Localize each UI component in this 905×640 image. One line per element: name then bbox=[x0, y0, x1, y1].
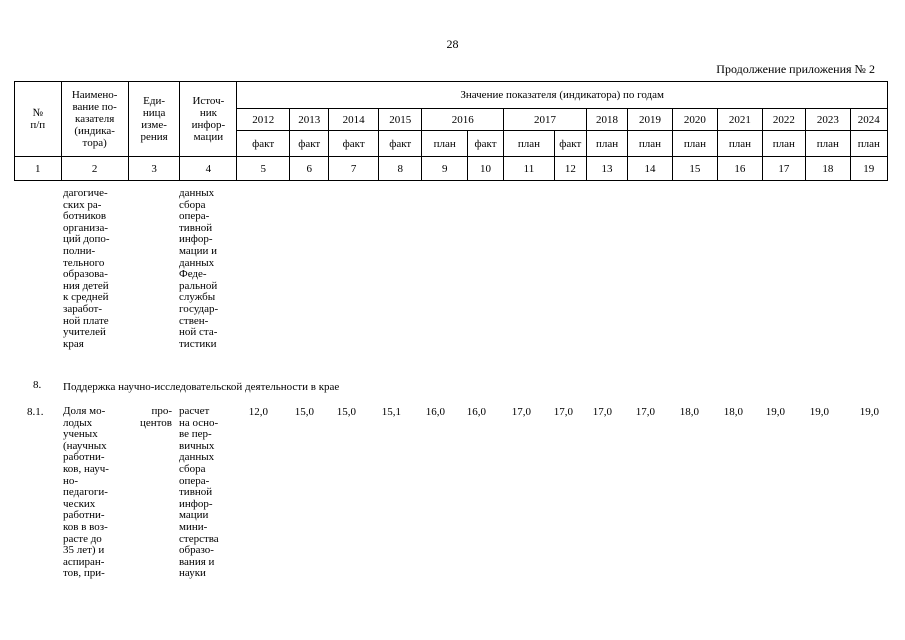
row-number: 8.1. bbox=[27, 406, 44, 418]
column-number: 10 bbox=[467, 157, 503, 181]
header-unit: Еди- ница изме- рения bbox=[128, 82, 180, 157]
value-2016-fact: 16,0 bbox=[466, 406, 486, 418]
header-table bbox=[14, 81, 888, 181]
continued-indicator-source: данных сбора опера- тивной инфор- мации и данных Феде- ральной службы государ- ствен- ной ста- тистики bbox=[179, 187, 219, 350]
year-cell: 2024 bbox=[850, 109, 887, 131]
year-cell: 2019 bbox=[628, 109, 672, 131]
column-number: 1 bbox=[15, 157, 62, 181]
type-cell: факт bbox=[554, 131, 586, 157]
year-cell: 2012 bbox=[237, 109, 290, 131]
type-cell: факт bbox=[467, 131, 503, 157]
type-cell: факт bbox=[290, 131, 329, 157]
type-cell: план bbox=[850, 131, 887, 157]
value-2022: 19,0 bbox=[765, 406, 785, 418]
type-cell: план bbox=[504, 131, 555, 157]
column-number: 5 bbox=[237, 157, 290, 181]
column-number: 6 bbox=[290, 157, 329, 181]
value-2020: 18,0 bbox=[679, 406, 699, 418]
value-2017-plan: 17,0 bbox=[511, 406, 531, 418]
column-number: 7 bbox=[329, 157, 379, 181]
type-cell: факт bbox=[379, 131, 422, 157]
indicator-name: Доля мо- лодых ученых (научных работни- ков, науч- но- педагоги- ческих работни- ков в воз- расте до 35 лет) и аспиран- тов, при- bbox=[63, 405, 109, 580]
type-cell: факт bbox=[237, 131, 290, 157]
value-2018: 17,0 bbox=[592, 406, 612, 418]
type-cell: факт bbox=[329, 131, 379, 157]
year-cell: 2017 bbox=[504, 109, 587, 131]
column-number: 17 bbox=[762, 157, 805, 181]
value-2021: 18,0 bbox=[723, 406, 743, 418]
year-cell: 2020 bbox=[672, 109, 718, 131]
value-2014: 15,0 bbox=[336, 406, 356, 418]
column-number: 16 bbox=[718, 157, 762, 181]
column-number: 12 bbox=[554, 157, 586, 181]
year-cell: 2018 bbox=[586, 109, 627, 131]
year-cell: 2021 bbox=[718, 109, 762, 131]
continued-indicator-name: дагогиче- ских ра- ботников организа- ций допо- полни- тельного образова- ния детей к средней заработ- ной плате учителей края bbox=[63, 187, 110, 350]
header-source: Источ- ник инфор- мации bbox=[180, 82, 237, 157]
column-number: 3 bbox=[128, 157, 180, 181]
header-values-title: Значение показателя (индикатора) по годам bbox=[237, 82, 888, 109]
type-cell: план bbox=[806, 131, 850, 157]
indicator-unit: про- центов bbox=[139, 405, 172, 429]
type-cell: план bbox=[422, 131, 468, 157]
year-cell: 2023 bbox=[806, 109, 850, 131]
section-title: Поддержка научно-исследовательской деятельности в крае bbox=[63, 381, 340, 393]
section-number: 8. bbox=[33, 379, 42, 391]
page-number: 28 bbox=[446, 37, 459, 51]
column-number: 13 bbox=[586, 157, 627, 181]
column-number: 14 bbox=[628, 157, 672, 181]
column-number: 19 bbox=[850, 157, 887, 181]
value-2019: 17,0 bbox=[635, 406, 655, 418]
column-number: 15 bbox=[672, 157, 718, 181]
header-num: № п/п bbox=[15, 82, 62, 157]
value-2023: 19,0 bbox=[809, 406, 829, 418]
type-cell: план bbox=[718, 131, 762, 157]
indicator-source: расчет на осно- ве пер- вичных данных сбора опера- тивной инфор- мации мини- стерства образо- вания и науки bbox=[179, 405, 219, 580]
value-2012: 12,0 bbox=[248, 406, 268, 418]
column-number: 11 bbox=[504, 157, 555, 181]
value-2013: 15,0 bbox=[294, 406, 314, 418]
value-2024: 19,0 bbox=[859, 406, 879, 418]
column-number: 9 bbox=[422, 157, 468, 181]
year-cell: 2015 bbox=[379, 109, 422, 131]
header-name: Наимено- вание по- казателя (индика- тора) bbox=[61, 82, 128, 157]
column-number: 18 bbox=[806, 157, 850, 181]
type-cell: план bbox=[628, 131, 672, 157]
year-cell: 2022 bbox=[762, 109, 805, 131]
value-2017-fact: 17,0 bbox=[553, 406, 573, 418]
appendix-note: Продолжение приложения № 2 bbox=[716, 62, 875, 76]
column-number: 8 bbox=[379, 157, 422, 181]
value-2016-plan: 16,0 bbox=[425, 406, 445, 418]
column-number: 2 bbox=[61, 157, 128, 181]
year-cell: 2013 bbox=[290, 109, 329, 131]
type-cell: план bbox=[762, 131, 805, 157]
column-number: 4 bbox=[180, 157, 237, 181]
type-cell: план bbox=[672, 131, 718, 157]
year-cell: 2016 bbox=[422, 109, 504, 131]
year-cell: 2014 bbox=[329, 109, 379, 131]
type-cell: план bbox=[586, 131, 627, 157]
value-2015: 15,1 bbox=[381, 406, 401, 418]
